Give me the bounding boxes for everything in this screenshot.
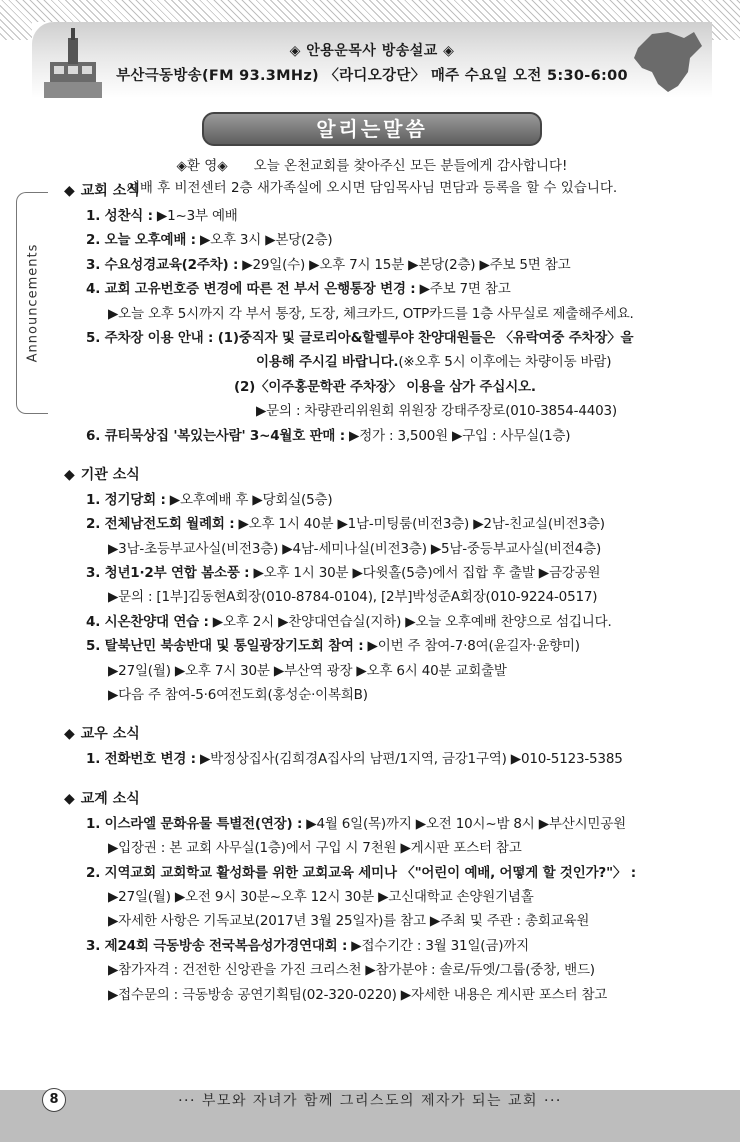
announcement-detail: ▶박정상집사(김희경A집사의 남편/1지역, 금강1구역) ▶010-5123-5385 xyxy=(195,751,623,768)
announcement-line xyxy=(64,375,714,399)
announcement-line xyxy=(64,934,714,958)
welcome-text: 오늘 온천교회를 찾아주신 모든 분들에게 감사합니다! xyxy=(253,158,568,174)
announcement-detail: ▶27일(월) ▶오전 9시 30분~오후 12시 30분 ▶고신대학교 손양원기념홀 xyxy=(108,888,534,905)
announcement-line xyxy=(64,958,714,982)
page-number: 8 xyxy=(42,1088,66,1112)
diamond-bullet-icon: ◆ xyxy=(64,790,75,807)
announcement-line xyxy=(64,424,714,448)
welcome-line xyxy=(32,154,712,174)
announcement-label: 5. 주차장 이용 안내 : (1)중직자 및 글로리아&할렐루야 찬양대원들은 〈유락여중 주차장〉을 xyxy=(86,329,634,346)
announcement-line xyxy=(64,836,714,860)
announcement-label: 1. 정기당회 : xyxy=(86,491,166,508)
side-tab xyxy=(16,192,48,414)
section-heading-text: 기관 소식 xyxy=(80,466,140,483)
section xyxy=(64,462,714,708)
announcement-line xyxy=(64,302,714,326)
announcement-detail: ▶오후 1시 40분 ▶1남-미팅룸(비전3층) ▶2남-친교실(비전3층) xyxy=(234,516,605,533)
announcement-detail: ▶주보 7면 참고 xyxy=(415,281,511,298)
announcement-detail: ▶3남-초등부교사실(비전3층) ▶4남-세미나실(비전3층) ▶5남-중등부교사실(비전4층) xyxy=(108,540,602,557)
announcement-label: 3. 제24회 극동방송 전국복음성가경연대회 : xyxy=(86,937,348,954)
announcement-line xyxy=(64,610,714,634)
announcement-label: 4. 교회 고유번호증 변경에 따른 전 부서 은행통장 변경 : xyxy=(86,281,416,298)
diamond-bullet-icon: ◆ xyxy=(64,466,75,483)
announcement-detail: ▶1~3부 예배 xyxy=(152,208,238,224)
announcement-label: (2)〈이주홍문학관 주차장〉 이용을 삼가 주십시오. xyxy=(234,378,536,395)
announcement-label: 1. 성찬식 : xyxy=(86,208,153,224)
announcement-detail: ▶접수기간 : 3월 31일(금)까지 xyxy=(347,937,529,954)
announcement-line xyxy=(64,634,714,658)
section xyxy=(64,721,714,771)
section-heading xyxy=(64,462,714,488)
section-heading-text: 교계 소식 xyxy=(80,790,140,807)
announcement-label: 2. 전체남전도회 월례회 : xyxy=(86,516,235,533)
announcement-detail: ▶참가자격 : 건전한 신앙관을 가진 크리스천 ▶참가분야 : 솔로/듀엣/그룹(중창, 밴드) xyxy=(108,962,595,979)
section xyxy=(64,178,714,448)
announcement-detail: ▶오후예배 후 ▶당회실(5층) xyxy=(165,491,333,508)
announcement-detail: ▶29일(수) ▶오후 7시 15분 ▶본당(2층) ▶주보 5면 참고 xyxy=(238,256,571,273)
announcement-line xyxy=(64,561,714,585)
welcome-registration-note: 예배 후 비전센터 2층 새가족실에 오시면 담임목사님 면담과 등록을 할 수 있습니다. xyxy=(126,180,618,196)
announcement-detail: ▶오후 2시 ▶찬양대연습실(지하) ▶오늘 오후예배 찬양으로 섬깁니다. xyxy=(208,613,612,630)
announcement-detail: ▶문의 : 차량관리위원회 위원장 강태주장로(010-3854-4403) xyxy=(256,403,617,420)
announcement-label: 5. 탈북난민 북송반대 및 통일광장기도회 참여 : xyxy=(86,638,364,655)
announcement-line xyxy=(64,512,714,536)
announcement-label: 1. 이스라엘 문화유물 특별전(연장) : xyxy=(86,815,303,832)
announcement-detail: ▶자세한 사항은 기독교보(2017년 3월 25일자)를 참고 ▶주최 및 주관 : 총회교육원 xyxy=(108,913,590,930)
announcement-label: 3. 수요성경교육(2주차) : xyxy=(86,256,239,273)
announcement-line xyxy=(64,488,714,512)
announcement-label: 4. 시온찬양대 연습 : xyxy=(86,613,209,630)
header-sermon-title: ◈ 안용운목사 방송설교 ◈ xyxy=(289,43,455,59)
diamond-bullet-icon: ◆ xyxy=(64,726,75,743)
side-tab-label: Announcements xyxy=(25,243,40,363)
announcement-line xyxy=(64,747,714,771)
announcement-line xyxy=(64,812,714,836)
section-heading xyxy=(64,721,714,747)
announcement-line xyxy=(64,885,714,909)
section-heading xyxy=(64,178,714,204)
header-broadcast-info: 부산극동방송(FM 93.3MHz) 〈라디오강단〉 매주 수요일 오전 5:30-6:00 xyxy=(116,68,628,84)
announcement-line xyxy=(64,983,714,1007)
announcement-label: 2. 오늘 오후예배 : xyxy=(86,232,196,249)
announcement-label: 이용해 주시길 바랍니다. xyxy=(256,354,399,371)
broadcast-tower-icon xyxy=(44,28,102,98)
announcement-detail: ▶오후 3시 ▶본당(2층) xyxy=(195,232,333,249)
announcement-line xyxy=(64,399,714,423)
announcement-detail: ▶4월 6일(목)까지 ▶오전 10시~밤 8시 ▶부산시민공원 xyxy=(302,815,626,832)
announcement-line xyxy=(64,683,714,707)
announcement-line xyxy=(64,253,714,277)
announcement-line xyxy=(64,861,714,885)
announcement-label: 6. 큐티묵상집 '복있는사람' 3~4월호 판매 : xyxy=(86,427,345,444)
announcement-detail: ▶입장권 : 본 교회 사무실(1층)에서 구입 시 7천원 ▶게시판 포스터 참고 xyxy=(108,840,522,857)
announcement-detail: ▶접수문의 : 극동방송 공연기획팀(02-320-0220) ▶자세한 내용은 게시판 포스터 참고 xyxy=(108,986,608,1003)
announcement-label: 2. 지역교회 교회학교 활성화를 위한 교회교육 세미나 〈"어린이 예배, 어떻게 할 것인가?"〉 : xyxy=(86,864,636,881)
diamond-bullet-icon: ◆ xyxy=(64,183,75,199)
announcements-content xyxy=(64,178,714,1021)
announcement-detail: ▶오후 1시 30분 ▶다윗홀(5층)에서 집합 후 출발 ▶금강공원 xyxy=(249,565,601,582)
announcement-detail: ▶27일(월) ▶오후 7시 30분 ▶부산역 광장 ▶오후 6시 40분 교회출발 xyxy=(108,662,507,679)
announcement-label: 3. 청년1·2부 연합 봄소풍 : xyxy=(86,565,250,582)
announcement-line xyxy=(64,537,714,561)
announcement-line xyxy=(64,326,714,350)
footer-motto: ··· 부모와 자녀가 함께 그리스도의 제자가 되는 교회 ··· xyxy=(178,1093,562,1109)
announcement-detail: ▶오늘 오후 5시까지 각 부서 통장, 도장, 체크카드, OTP카드를 1층 사무실로 제출해주세요. xyxy=(108,305,634,322)
announcement-detail: ▶다음 주 참여-5·6여전도회(홍성순·이복희B) xyxy=(108,687,368,704)
broadcast-header xyxy=(32,22,712,98)
announcement-detail: (※오후 5시 이후에는 차량이동 바람) xyxy=(398,354,612,371)
announcement-detail: ▶이번 주 참여-7·8여(윤길자·윤향미) xyxy=(363,638,580,655)
announcement-line xyxy=(64,277,714,301)
announcement-line xyxy=(64,659,714,683)
announcement-line xyxy=(64,228,714,252)
page-title: 알리는말씀 xyxy=(202,112,542,146)
section-heading xyxy=(64,786,714,812)
announcement-line xyxy=(64,350,714,374)
announcement-line xyxy=(64,585,714,609)
announcement-line xyxy=(64,204,714,228)
announcement-detail: ▶문의 : [1부]김동현A회장(010-8784-0104), [2부]박성준A회장(010-9224-0517) xyxy=(108,589,598,606)
announcement-detail: ▶정가 : 3,500원 ▶구입 : 사무실(1층) xyxy=(344,427,571,444)
section xyxy=(64,786,714,1007)
section-heading-text: 교회 소식 xyxy=(80,183,140,199)
welcome-tag: ◈환 영◈ xyxy=(176,158,228,174)
announcement-line xyxy=(64,909,714,933)
section-heading-text: 교우 소식 xyxy=(80,726,140,743)
announcement-label: 1. 전화번호 변경 : xyxy=(86,751,196,768)
